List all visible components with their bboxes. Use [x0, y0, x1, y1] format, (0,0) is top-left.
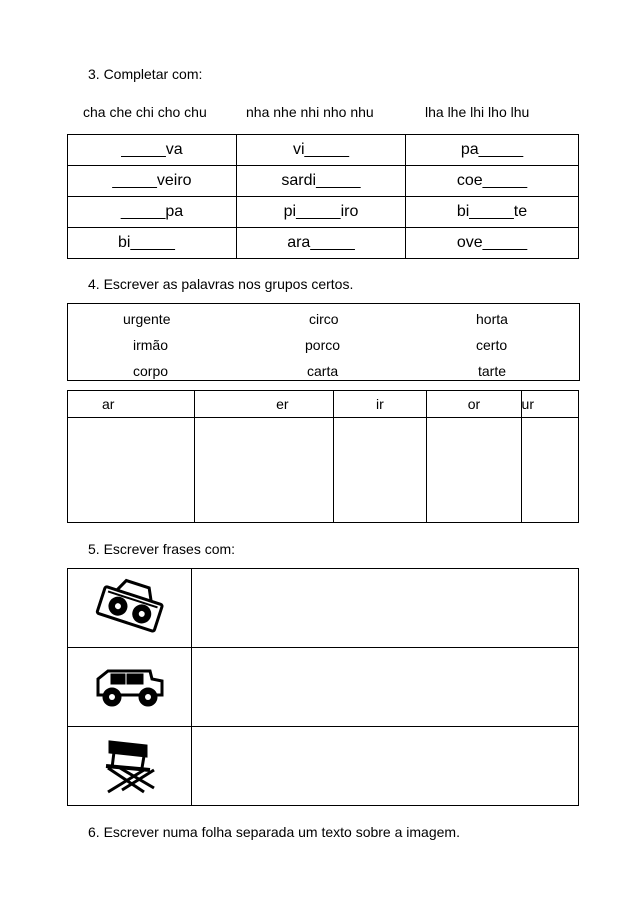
q5-title: 5. Escrever frases com:	[88, 541, 236, 557]
fill-in-table	[67, 134, 579, 259]
syllables-lh: lha lhe lhi lho lhu	[425, 104, 530, 120]
sentence-cell[interactable]	[192, 727, 579, 806]
group-cell-ar[interactable]	[68, 418, 195, 523]
table-row	[68, 391, 579, 418]
table-row	[68, 418, 579, 523]
fill-cell[interactable]: bi_____	[68, 228, 237, 259]
table-row	[68, 135, 579, 166]
word-item: urgente	[123, 311, 171, 327]
group-header-er: er	[195, 391, 333, 418]
fill-cell[interactable]: ove_____	[406, 228, 579, 259]
group-cell-or[interactable]	[427, 418, 521, 523]
directors-chair-icon	[98, 738, 162, 794]
syllables-ch: cha che chi cho chu	[83, 104, 207, 120]
word-item: tarte	[478, 363, 507, 379]
q3-title: 3. Completar com:	[88, 66, 203, 82]
word-bank	[67, 303, 580, 381]
word-item: horta	[476, 311, 508, 327]
table-row	[68, 197, 579, 228]
syllables-nh: nha nhe nhi nho nhu	[246, 104, 374, 120]
word-item: certo	[476, 337, 508, 353]
word-item: irmão	[133, 337, 169, 353]
word-item: circo	[309, 311, 339, 327]
radio-icon	[88, 577, 172, 639]
word-item: corpo	[133, 363, 169, 379]
q6-title: 6. Escrever numa folha separada um texto sobre a imagem.	[88, 824, 460, 840]
table-row	[68, 648, 579, 727]
fill-cell[interactable]: coe_____	[406, 166, 579, 197]
fill-cell[interactable]: vi_____	[237, 135, 406, 166]
table-row	[68, 228, 579, 259]
fill-cell[interactable]: _____veiro	[68, 166, 237, 197]
fill-cell[interactable]: pi_____iro	[237, 197, 406, 228]
groups-table	[67, 390, 579, 523]
sentence-table	[67, 568, 579, 806]
group-header-ir: ir	[333, 391, 427, 418]
group-cell-ur[interactable]	[521, 418, 578, 523]
fill-cell[interactable]: _____pa	[68, 197, 237, 228]
table-row	[68, 166, 579, 197]
fill-cell[interactable]: ara_____	[237, 228, 406, 259]
jeep-icon	[94, 665, 166, 709]
group-header-ar: ar	[68, 391, 195, 418]
q4-title: 4. Escrever as palavras nos grupos certos.	[88, 276, 354, 292]
fill-cell[interactable]: sardi_____	[237, 166, 406, 197]
table-row	[68, 727, 579, 806]
image-cell	[68, 648, 192, 727]
group-header-or: or	[427, 391, 521, 418]
sentence-cell[interactable]	[192, 569, 579, 648]
fill-cell[interactable]: bi_____te	[406, 197, 579, 228]
group-cell-ir[interactable]	[333, 418, 427, 523]
table-row	[68, 569, 579, 648]
group-header-ur: ur	[521, 391, 578, 418]
group-cell-er[interactable]	[195, 418, 333, 523]
image-cell	[68, 727, 192, 806]
sentence-cell[interactable]	[192, 648, 579, 727]
image-cell	[68, 569, 192, 648]
word-item: carta	[307, 363, 339, 379]
word-item: porco	[305, 337, 341, 353]
fill-cell[interactable]: _____va	[68, 135, 237, 166]
fill-cell[interactable]: pa_____	[406, 135, 579, 166]
